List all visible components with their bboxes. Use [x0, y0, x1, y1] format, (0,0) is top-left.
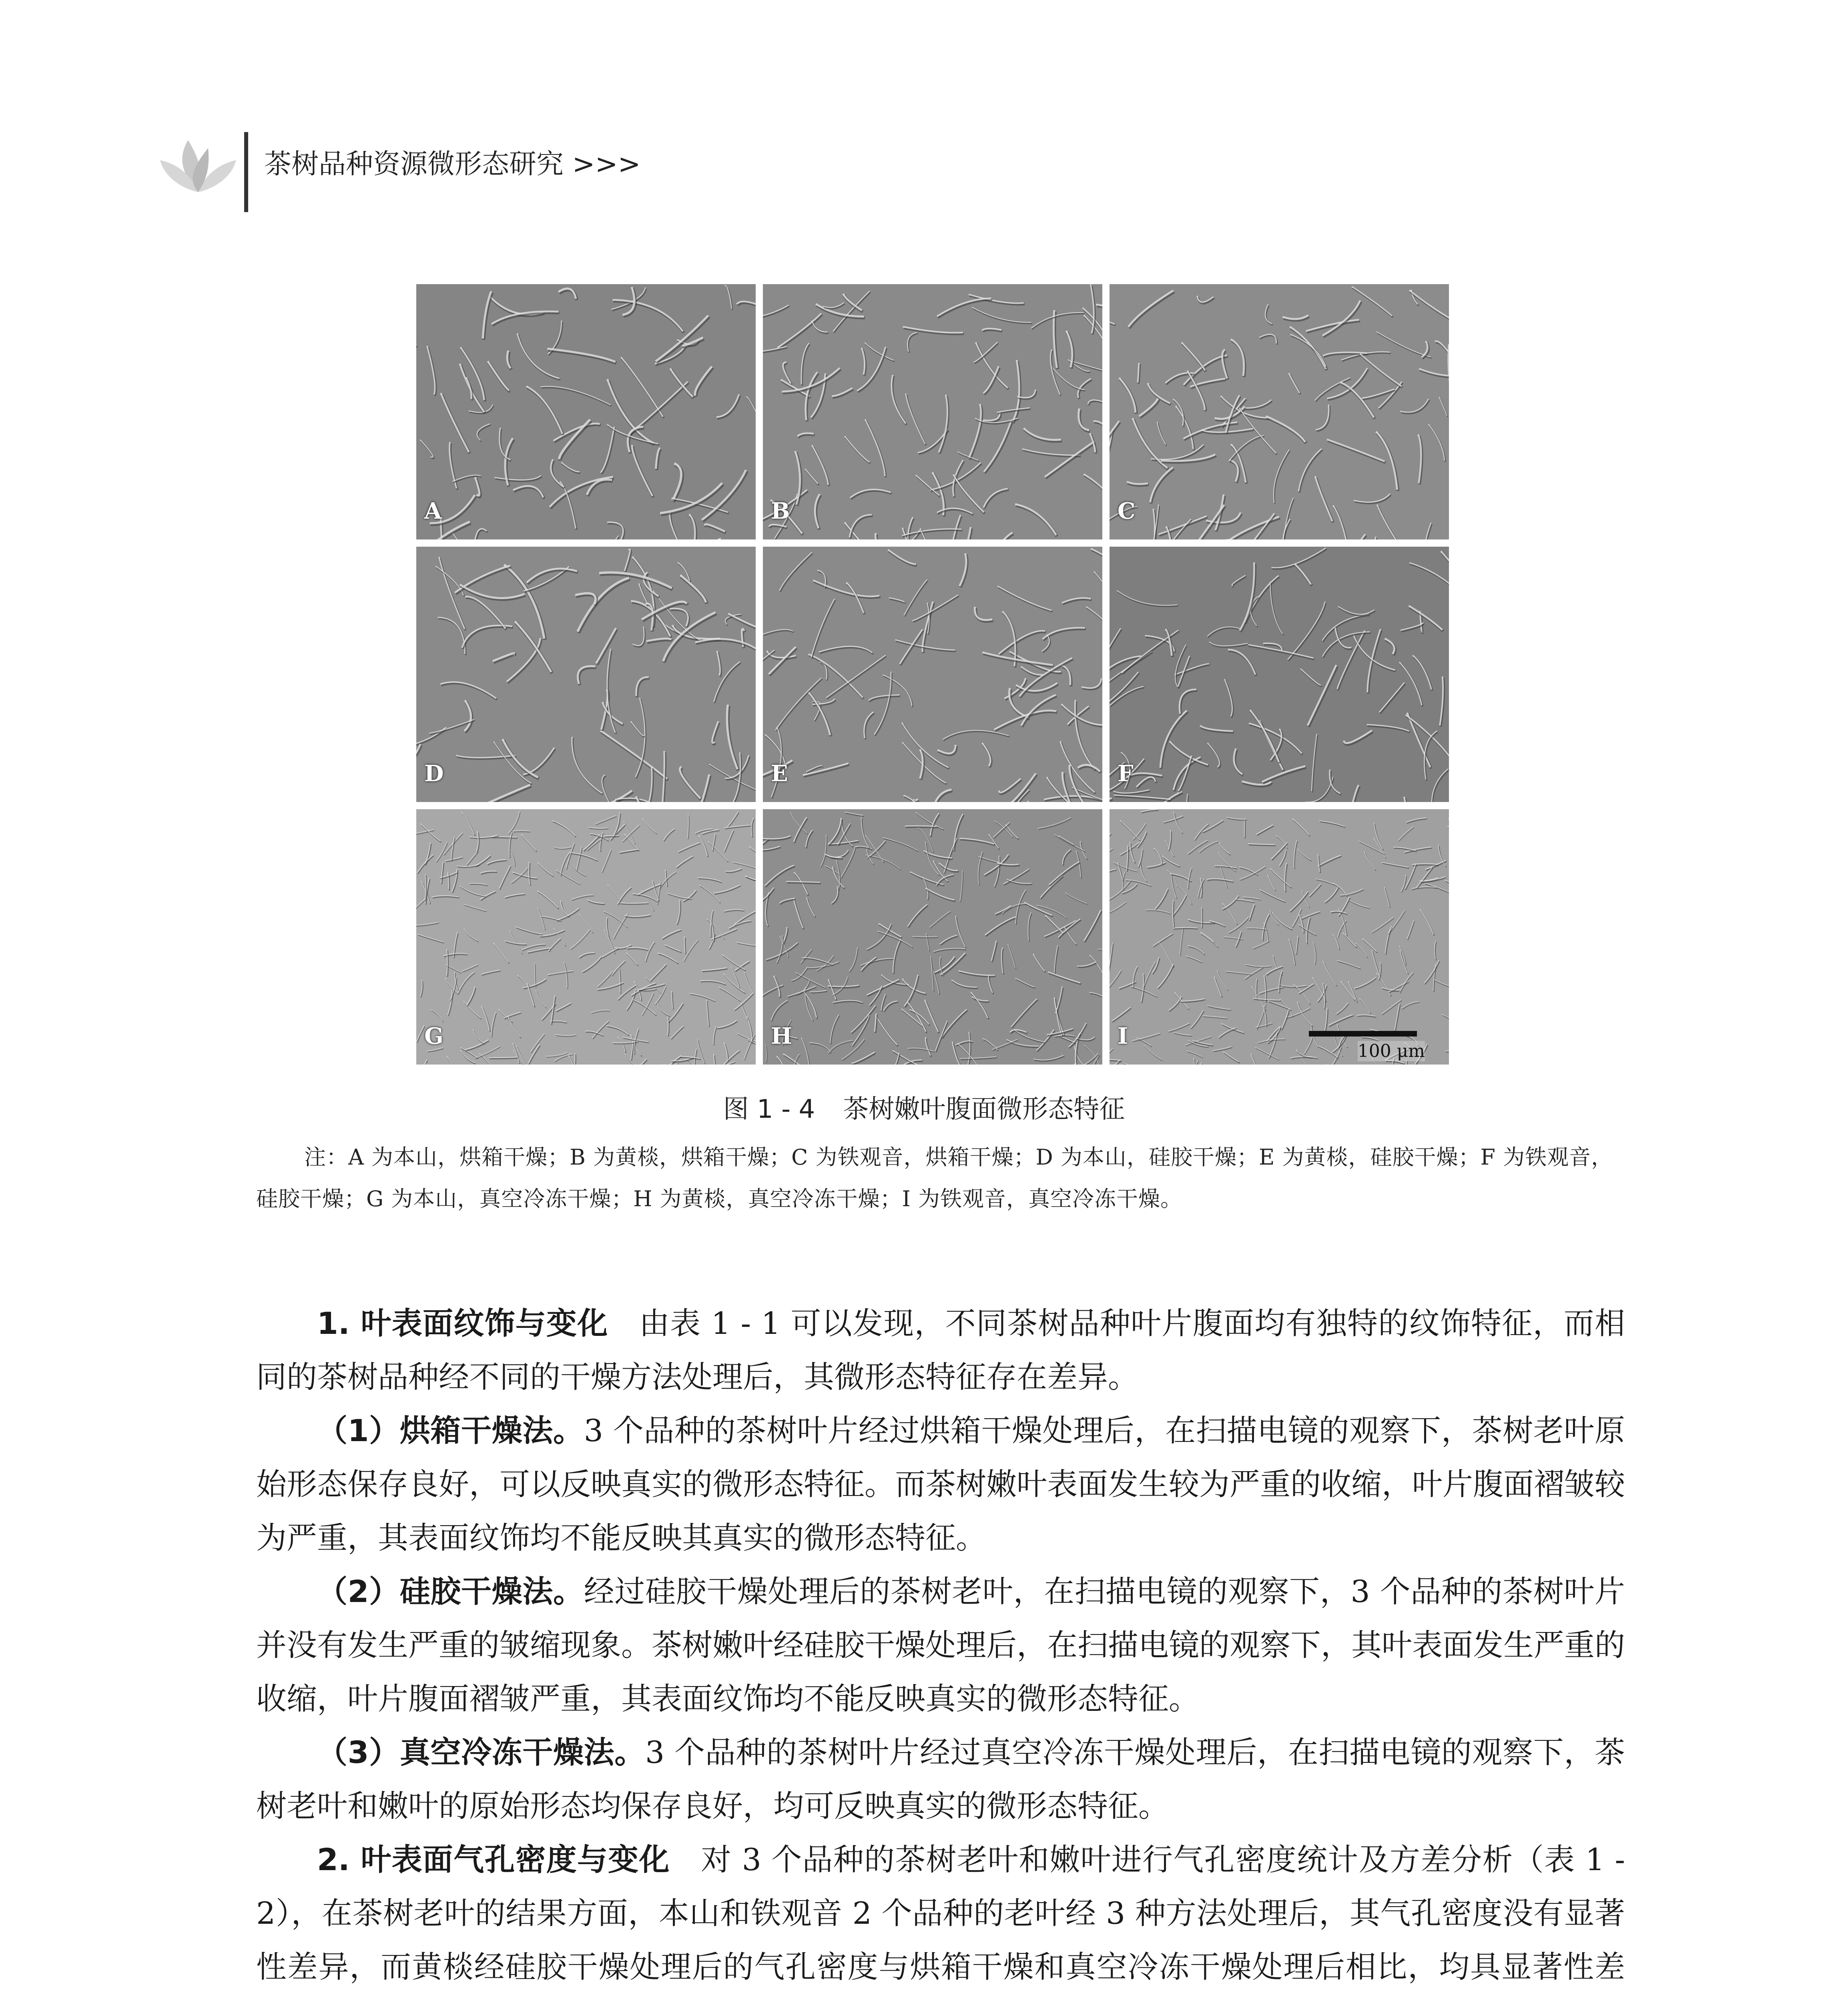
sem-panel-f: [1110, 547, 1449, 802]
running-header: [160, 132, 881, 212]
sem-panel-i: [1110, 809, 1449, 1065]
paragraph-2-text: 3 个品种的茶树叶片经过烘箱干燥处理后，在扫描电镜的观察下，茶树老叶原始形态保存良好，可以反映真实的微形态特征。而茶树嫩叶表面发生较为严重的收缩，叶片腹面褶皱较为严重，其表面纹饰均不能反映其真实的微形态特征。: [256, 1413, 1625, 1556]
panel-label-i: I: [1118, 1023, 1128, 1049]
sem-panel-c: [1110, 284, 1449, 539]
sem-image-d: [416, 547, 756, 802]
body-text: [256, 1297, 1625, 2001]
panel-label-a: A: [424, 498, 442, 524]
sem-panel-a: [416, 284, 756, 539]
sem-image-e: [763, 547, 1102, 802]
section-heading-1: 1. 叶表面纹饰与变化: [317, 1305, 608, 1341]
sem-image-a: [416, 284, 756, 539]
sem-panel-b: [763, 284, 1102, 539]
paragraph-4: [256, 1726, 1625, 1833]
panel-label-e: E: [771, 760, 788, 787]
scale-bar: [1309, 1031, 1417, 1037]
sem-image-g: [416, 809, 756, 1065]
paragraph-5-text: 对 3 个品种的茶树老叶和嫩叶进行气孔密度统计及方差分析（表 1 - 2），在茶树老叶的结果方面，本山和铁观音 2 个品种的老叶经 3 种方法处理后，其气孔密度没有显著性差异，而黄棪经硅胶干燥处理后的气孔密度与烘箱干燥和真空冷冻干燥处理后相比，均具显著性差: [256, 1842, 1625, 1985]
sem-image-i: [1110, 809, 1449, 1065]
figure-caption: [0, 1089, 1848, 1125]
leaf-logo-icon: [160, 136, 236, 196]
sem-image-h: [763, 809, 1102, 1065]
sem-panel-h: [763, 809, 1102, 1065]
sem-image-b: [763, 284, 1102, 539]
paragraph-1: [256, 1297, 1625, 1404]
sem-panel-e: [763, 547, 1102, 802]
figure-title: 茶树嫩叶腹面微形态特征: [843, 1095, 1125, 1124]
panel-label-h: H: [771, 1023, 792, 1049]
sem-panel-d: [416, 547, 756, 802]
sem-image-f: [1110, 547, 1449, 802]
sem-image-c: [1110, 284, 1449, 539]
panel-label-g: G: [424, 1023, 443, 1049]
subheading-freeze-drying: （3）真空冷冻干燥法。: [317, 1734, 645, 1770]
subheading-oven-drying: （1）烘箱干燥法。: [317, 1413, 584, 1448]
paragraph-2: [256, 1404, 1625, 1565]
sem-panel-g: [416, 809, 756, 1065]
scale-bar-label: 100 μm: [1357, 1041, 1425, 1061]
panel-label-b: B: [771, 498, 790, 524]
figure-note: 注：A 为本山，烘箱干燥；B 为黄棪，烘箱干燥；C 为铁观音，烘箱干燥；D 为本山，硅胶干燥；E 为黄棪，硅胶干燥；F 为铁观音，硅胶干燥；G 为本山，真空冷冻干燥；H 为黄棪，真空冷冻干燥；I 为铁观音，真空冷冻干燥。: [256, 1145, 1613, 1211]
header-divider: [244, 132, 248, 212]
paragraph-4-text: 3 个品种的茶树叶片经过真空冷冻干燥处理后，在扫描电镜的观察下，茶树老叶和嫩叶的原始形态均保存良好，均可反映真实的微形态特征。: [256, 1734, 1625, 1824]
panel-label-c: C: [1118, 498, 1136, 524]
figure-number: 图 1 - 4: [723, 1095, 815, 1124]
sem-figure: [416, 284, 1449, 1065]
paragraph-3: [256, 1565, 1625, 1726]
subheading-silica-drying: （2）硅胶干燥法。: [317, 1574, 584, 1609]
section-heading-2: 2. 叶表面气孔密度与变化: [317, 1842, 670, 1877]
paragraph-3-text: 经过硅胶干燥处理后的茶树老叶，在扫描电镜的观察下，3 个品种的茶树叶片并没有发生严重的皱缩现象。茶树嫩叶经硅胶干燥处理后，在扫描电镜的观察下，其叶表面发生严重的收缩，叶片腹面褶皱严重，其表面纹饰均不能反映真实的微形态特征。: [256, 1574, 1625, 1716]
paragraph-1-text: 由表 1 - 1 可以发现，不同茶树品种叶片腹面均有独特的纹饰特征，而相同的茶树品种经不同的干燥方法处理后，其微形态特征存在差异。: [256, 1305, 1625, 1395]
panel-label-f: F: [1118, 760, 1134, 787]
paragraph-5: [256, 1833, 1625, 2001]
panel-label-d: D: [424, 760, 444, 787]
book-title: 茶树品种资源微形态研究 >>>: [264, 148, 641, 180]
